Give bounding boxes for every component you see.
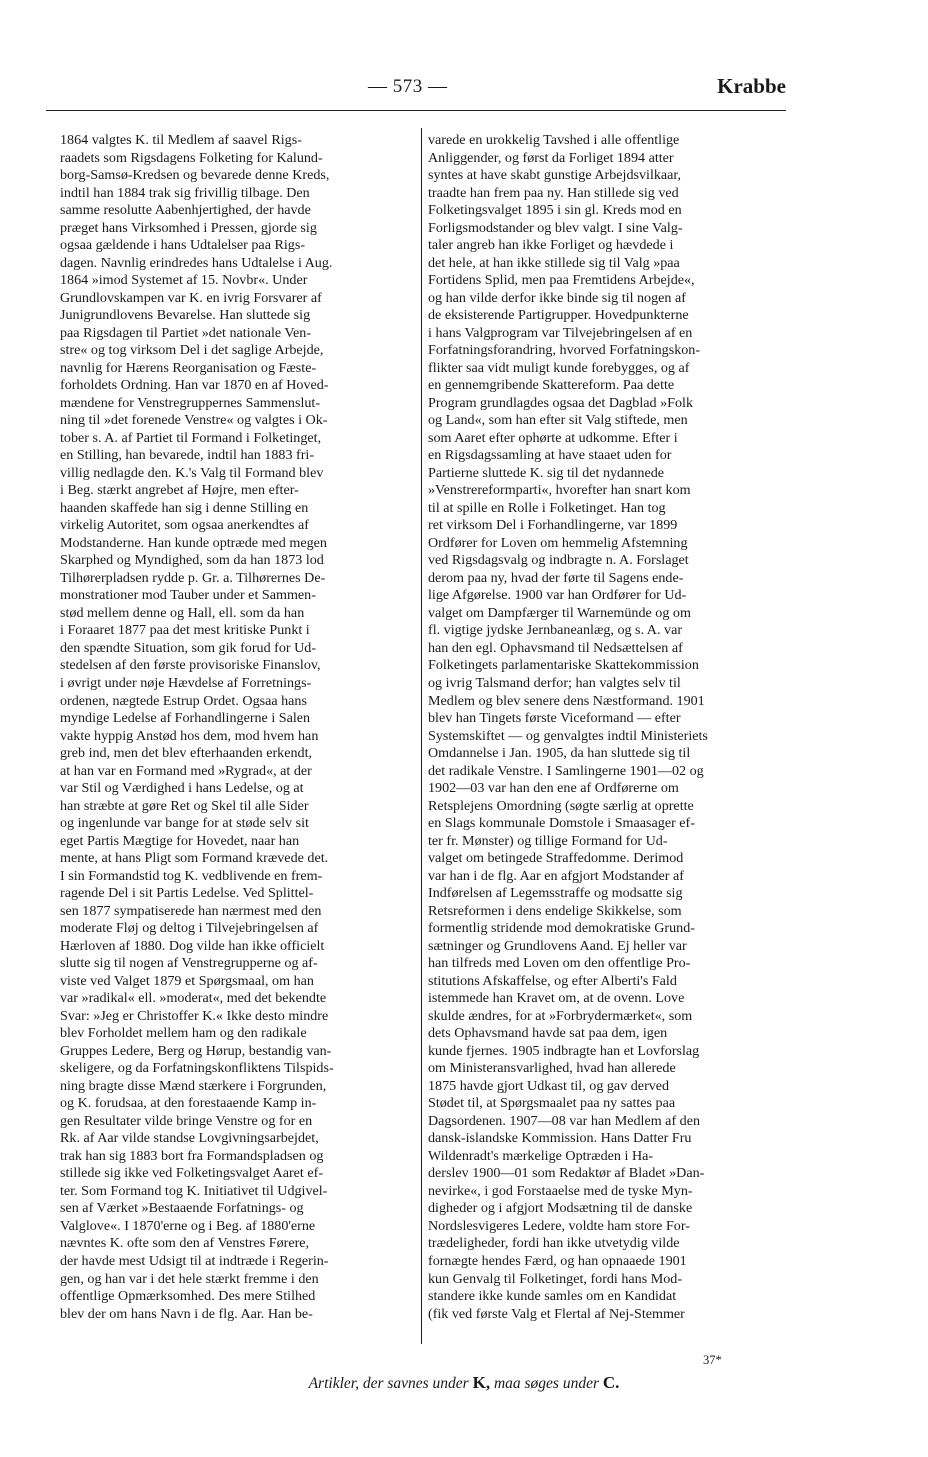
text-line: 1864 valgtes K. til Medlem af saavel Rigs-	[60, 132, 302, 148]
text-line: navnlig for Hærens Reorganisation og Fæste-	[60, 359, 317, 376]
text-line: Junigrundlovens Bevarelse. Han sluttede sig	[60, 307, 311, 324]
text-line: ning til »det forenede Venstre« og valgtes i Ok-	[60, 412, 328, 429]
text-line: greb ind, men det blev efterhaanden erkendt,	[60, 745, 313, 762]
text-line: Systemskiftet — og genvalgtes indtil Ministeriets	[428, 727, 708, 744]
text-line: derslev 1900—01 som Redaktør af Bladet »Dan-	[428, 1165, 705, 1182]
text-line: en gennemgribende Skattereform. Paa dette	[428, 377, 675, 394]
text-line: nævntes K. ofte som den af Venstres Førere,	[60, 1235, 310, 1252]
text-line: Tilhørerpladsen rydde p. Gr. a. Tilhørernes De-	[60, 569, 326, 586]
text-line: stillede sig ikke ved Folketingsvalget Aaret ef-	[60, 1165, 324, 1182]
text-line: sen af Værket »Bestaaende Forfatnings- og	[60, 1200, 304, 1217]
text-line: en Rigsdagssamling at have staaet uden for	[428, 447, 672, 464]
text-line: eget Partis Mægtige for Hovedet, naar han	[60, 832, 300, 849]
text-line: til at spille en Rolle i Folketinget. Han tog	[428, 499, 666, 516]
text-line: dagen. Navnlig erindredes hans Udtalelse i Aug.	[60, 254, 333, 271]
text-line: Grundlovskampen var K. en ivrig Forsvarer af	[60, 289, 322, 306]
text-line: virkelig Autoritet, som ogsaa anerkendtes af	[60, 517, 309, 534]
text-line: taler angreb han ikke Forliget og hævdede i	[428, 237, 674, 254]
text-line: i hans Valgprogram var Tilvejebringelsen af en	[428, 324, 693, 341]
text-line: Folketingets parlamentariske Skattekommission	[428, 657, 699, 674]
text-line: Omdannelse i Jan. 1905, da han sluttede sig til	[428, 745, 691, 762]
text-line: Folketingsvalget 1895 i sin gl. Kreds mod en	[428, 202, 682, 219]
text-line: dets Ophavsmand havde sat paa dem, igen	[428, 1025, 668, 1042]
text-line: tober s. A. af Partiet til Formand i Folketinget,	[60, 429, 322, 446]
text-line: 1902—03 var han den ene af Ordførerne om	[428, 780, 679, 797]
text-line: forholdets Ordning. Han var 1870 en af Hoved-	[60, 377, 329, 394]
text-line: paa Rigsdagen til Partiet »det nationale Ven-	[60, 324, 312, 341]
text-line: haanden skaffede han sig i denne Stilling en	[60, 499, 309, 516]
left-column	[60, 132, 414, 1323]
text-line: lige Afgørelse. 1900 var han Ordfører for Ud-	[428, 587, 687, 604]
text-line: som Aaret efter ophørte at udkomme. Efter i	[428, 429, 678, 446]
text-line: moderate Fløj og deltog i Tilvejebringelsen af	[60, 920, 319, 937]
text-line: han tilfreds med Loven om den offentlige Pro-	[428, 955, 691, 972]
text-line: præget hans Virksomhed i Pressen, gjorde sig	[60, 219, 317, 236]
text-line: valget om betingede Straffedomme. Derimod	[428, 850, 684, 867]
text-line: gen Resultater vilde bringe Venstre og for en	[60, 1112, 313, 1129]
text-line: var Stil og Værdighed i hans Ledelse, og at	[60, 780, 304, 797]
text-line: Indførelsen af Legemsstraffe og modsatte sig	[428, 885, 683, 902]
text-line: offentlige Opmærksomhed. Des mere Stilhed	[60, 1288, 316, 1305]
text-line: flikter saa vidt muligt kunde forebygges, og af	[428, 359, 690, 376]
text-line: i Foraaret 1877 paa det mest kritiske Punkt i	[60, 622, 310, 639]
text-line: ved Rigsdagsvalg og indbragte n. A. Forslaget	[428, 552, 689, 569]
text-line: Modstanderne. Han kunde optræde med megen	[60, 534, 327, 551]
footer-letter-k: K,	[472, 1373, 491, 1392]
text-line: syntes at have skabt gunstige Arbejdsvilkaar,	[428, 167, 682, 184]
footer-text-middle: maa søges under	[490, 1375, 603, 1392]
header-rule	[46, 110, 786, 111]
text-line: sætninger og Grundlovens Aand. Ej heller var	[428, 937, 687, 954]
text-line: dansk-islandske Kommission. Hans Datter Fru	[428, 1130, 692, 1147]
text-line: trædeligheder, fordi han ikke utvetydig vilde	[428, 1235, 680, 1252]
text-line: mente, at hans Pligt som Formand krævede det.	[60, 850, 329, 867]
text-line: ter. Som Formand tog K. Initiativet til Udgivel-	[60, 1182, 328, 1199]
text-line: og han vilde derfor ikke binde sig til nogen af	[428, 289, 686, 306]
text-line: var han i de flg. Aar en afgjort Modstander af	[428, 867, 684, 884]
text-line: borg-Samsø-Kredsen og bevarede denne Kreds,	[60, 167, 330, 184]
text-line: derom paa ny, hvad der førte til Sagens ende-	[428, 569, 684, 586]
text-line: og ivrig Talsmand derfor; han valgtes selv til	[428, 674, 681, 691]
text-line: Ordfører for Loven om hemmelig Afstemning	[428, 534, 688, 551]
text-line: Program grundlagdes ogsaa det Dagblad »Folk	[428, 394, 693, 411]
text-line: trak han sig 1883 bort fra Formandspladsen og	[60, 1147, 324, 1164]
text-line: formentlig stridende mod demokratiske Grund-	[428, 920, 695, 937]
footer-note	[0, 1373, 928, 1393]
text-line: Gruppes Ledere, Berg og Hørup, bestandig van-	[60, 1042, 332, 1059]
text-line: nevirke«, i god Forstaaelse med de tyske Myn-	[428, 1182, 693, 1199]
text-line: ragende Del i sit Partis Ledelse. Ved Splittel-	[60, 885, 314, 902]
text-line: fornægte hendes Færd, og han opnaaede 1901	[428, 1253, 687, 1269]
text-line: skeligere, og da Forfatningskonfliktens Tilspids-	[60, 1060, 334, 1077]
text-line: varede en urokkelig Tavshed i alle offentlige	[428, 132, 680, 148]
text-line: Forligsmodstander og blev valgt. I sine Valg-	[428, 219, 683, 236]
text-line: Svar: »Jeg er Christoffer K.« Ikke desto mindre	[60, 1007, 329, 1024]
text-line: der havde mest Udsigt til at indtræde i Regerin-	[60, 1253, 329, 1269]
text-line: traadte han frem paa ny. Han stillede sig ved	[428, 184, 679, 201]
text-line: istemmede han Kravet om, at de ovenn. Love	[428, 990, 685, 1007]
text-line: en Stilling, han bevarede, indtil han 1883 fri-	[60, 447, 315, 464]
text-line: Dagsordenen. 1907—08 var han Medlem af den	[428, 1112, 701, 1129]
text-line: stre« og tog virksom Del i det saglige Arbejde,	[60, 342, 324, 359]
text-line: monstrationer mod Tauber under et Sammen-	[60, 587, 316, 604]
text-line: Fortidens Splid, men paa Fremtidens Arbejde«,	[428, 272, 695, 289]
text-line: raadets som Rigsdagens Folketing for Kalund-	[60, 149, 323, 166]
text-line: om Ministeransvarlighed, hvad han allerede	[428, 1060, 676, 1077]
text-line: Skarphed og Myndighed, som da han 1873 lod	[60, 552, 324, 569]
page-header	[46, 68, 786, 112]
text-line: han stræbte at gøre Ret og Skel til alle Sider	[60, 797, 309, 814]
text-line: det hele, at han ikke stillede sig til Valg »paa	[428, 254, 680, 271]
text-line: stød mellem denne og Hall, ell. som da han	[60, 604, 305, 621]
text-line: Medlem og blev senere dens Næstformand. 1901	[428, 692, 705, 709]
text-line: myndige Ledelse af Forhandlingerne i Salen	[60, 710, 311, 727]
text-line: mændene for Venstregruppernes Sammenslut-	[60, 394, 321, 411]
text-line: Retsplejens Omordning (søgte særlig at oprette	[428, 797, 694, 814]
text-line: i Beg. stærkt angrebet af Højre, men efter-	[60, 482, 299, 499]
text-line: han den egl. Ophavsmand til Nedsættelsen af	[428, 639, 683, 656]
text-line: indtil han 1884 trak sig frivillig tilbage. Den	[60, 184, 310, 201]
column-divider	[421, 128, 422, 1344]
text-line: de eksisterende Partigrupper. Hovedpunkterne	[428, 307, 689, 324]
text-line: »Venstrereformparti«, hvorefter han snart kom	[428, 482, 691, 499]
text-line: stitutions Afskaffelse, og efter Alberti's Fald	[428, 972, 677, 989]
text-line: Valglove«. I 1870'erne og i Beg. af 1880'erne	[60, 1217, 316, 1234]
text-line: skulde ændres, for at »Forbrydermærket«, som	[428, 1007, 693, 1024]
text-line: ning bragte disse Mænd stærkere i Forgrunden,	[60, 1077, 327, 1094]
text-line: Partierne sluttede K. sig til det nydannede	[428, 464, 665, 481]
text-line: Stødet til, at Spørgsmaalet paa ny sattes paa	[428, 1095, 676, 1112]
right-column	[428, 132, 794, 1323]
text-line: en Slags kommunale Domstole i Smaasager ef-	[428, 815, 695, 832]
text-line: ogsaa gældende i hans Udtalelser paa Rigs-	[60, 237, 306, 254]
text-line: blev der om hans Navn i de flg. Aar. Han be-	[60, 1305, 313, 1322]
signature-mark: 37*	[703, 1353, 722, 1367]
text-line: 1875 havde gjort Udkast til, og gav derved	[428, 1077, 670, 1094]
text-line: Forfatningsforandring, hvorved Forfatningskon-	[428, 342, 701, 359]
text-line: og K. forudsaa, at den forestaaende Kamp in-	[60, 1095, 317, 1112]
text-line: kun Genvalg til Folketinget, fordi hans Mod-	[428, 1270, 683, 1287]
text-line: I sin Formandstid tog K. vedblivende en frem-	[60, 867, 323, 884]
text-line: blev han Tingets første Viceformand — efter	[428, 710, 681, 727]
text-line: sen 1877 sympatiserede han nærmest med den	[60, 902, 322, 919]
text-line: standere ikke kunde samles om en Kandidat	[428, 1288, 677, 1305]
text-line: Wildenradt's mærkelige Optræden i Ha-	[428, 1147, 654, 1164]
text-line: blev Forholdet mellem ham og den radikale	[60, 1025, 307, 1042]
text-line: stedelsen af den første provisoriske Finanslov,	[60, 657, 321, 674]
text-line: kunde fjernes. 1905 indbragte han et Lovforslag	[428, 1042, 700, 1059]
text-line: Hærloven af 1880. Dog vilde han ikke officielt	[60, 937, 325, 954]
text-line: Rk. af Aar vilde standse Lovgivningsarbejdet,	[60, 1130, 319, 1147]
text-line: valget om Dampfærger til Warnemünde og om	[428, 604, 691, 621]
text-line: ter fr. Mønster) og tillige Formand for Ud-	[428, 832, 668, 849]
text-line: 1864 »imod Systemet af 15. Novbr«. Under	[60, 272, 308, 289]
page-number: — 573 —	[368, 76, 448, 97]
text-line: den spændte Situation, som gik forud for Ud-	[60, 639, 317, 656]
text-line: vakte hyppig Anstød hos dem, mod hvem han	[60, 727, 319, 744]
text-line: at han var en Formand med »Rygrad«, at der	[60, 762, 312, 779]
text-line: ret virksom Del i Forhandlingerne, var 1899	[428, 517, 678, 534]
text-line: slutte sig til nogen af Venstregrupperne og af-	[60, 955, 318, 972]
text-line: Nordslesvigeres Ledere, voldte ham store For-	[428, 1217, 690, 1234]
text-line: gen, og han var i det hele stærkt fremme i den	[60, 1270, 319, 1287]
text-line: det radikale Venstre. I Samlingerne 1901—02 og	[428, 762, 704, 779]
footer-text-before: Artikler, der savnes under	[308, 1375, 473, 1392]
text-line: og ingenlunde var bange for at støde selv sit	[60, 815, 309, 832]
text-line: (fik ved første Valg et Flertal af Nej-Stemmer	[428, 1305, 685, 1322]
text-line: Retsreformen i dens endelige Skikkelse, som	[428, 902, 682, 919]
text-line: ordenen, nægtede Estrup Ordet. Ogsaa hans	[60, 692, 307, 709]
footer-letter-c: C.	[602, 1373, 620, 1392]
text-line: Anliggender, og først da Forliget 1894 atter	[428, 149, 674, 166]
text-line: viste ved Valget 1879 et Spørgsmaal, om han	[60, 972, 314, 989]
text-line: digheder og i afgjort Modsætning til de danske	[428, 1200, 693, 1217]
text-line: var »radikal« ell. »moderat«, med det bekendte	[60, 990, 327, 1007]
running-head: Krabbe	[717, 74, 786, 98]
text-line: fl. vigtige jydske Jernbaneanlæg, og s. A. var	[428, 622, 683, 639]
text-line: samme resolutte Aabenhjertighed, der havde	[60, 202, 311, 219]
text-line: i øvrigt under nøje Hævdelse af Forretnings-	[60, 674, 312, 691]
text-line: villig nedlagde den. K.'s Valg til Formand blev	[60, 464, 324, 481]
text-line: og Land«, som han efter sit Valg stiftede, men	[428, 412, 688, 429]
